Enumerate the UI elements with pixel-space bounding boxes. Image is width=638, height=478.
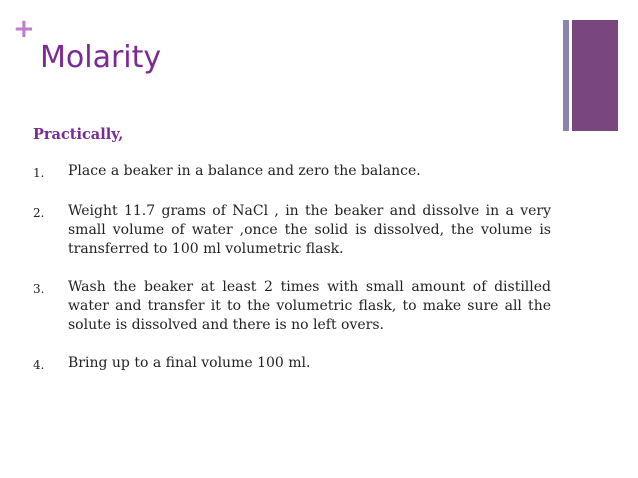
step-number: 2.: [33, 206, 45, 220]
list-item: [33, 278, 551, 335]
step-text: Place a beaker in a balance and zero the balance.: [68, 163, 421, 179]
slide-subtitle: Practically,: [33, 126, 124, 143]
list-item: [33, 162, 551, 183]
list-item: [33, 354, 551, 375]
step-text: Wash the beaker at least 2 times with small amount of distilled water and transfer it to the volumetric flask, to make sure all the solute is dissolved and there is no left overs.: [68, 279, 551, 333]
step-number: 3.: [33, 282, 45, 296]
step-number: 4.: [33, 358, 45, 372]
step-text: Bring up to a final volume 100 ml.: [68, 355, 311, 371]
step-number: 1.: [33, 166, 45, 180]
steps-list: [33, 162, 551, 394]
list-item: [33, 202, 551, 259]
accent-bar-thick: [572, 20, 618, 131]
accent-bar-thin: [563, 20, 569, 131]
slide-title: Molarity: [40, 40, 162, 75]
step-text: Weight 11.7 grams of NaCl , in the beaker and dissolve in a very small volume of water ,once the solid is dissolved, the volume is transferred to 100 ml volumetric flask.: [68, 203, 551, 257]
plus-icon: +: [13, 14, 35, 44]
